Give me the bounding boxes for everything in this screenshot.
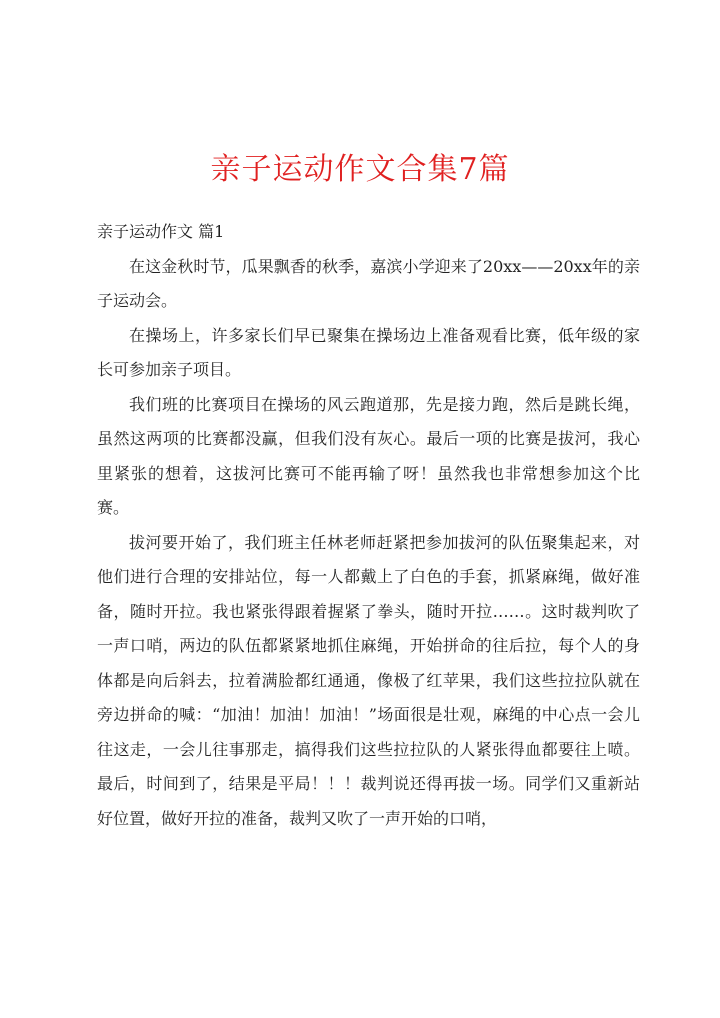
paragraph-4: 拔河要开始了，我们班主任林老师赶紧把参加拔河的队伍聚集起来，对他们进行合理的安排站位，每一人都戴上了白色的手套，抓紧麻绳，做好准备，随时开拉。我也紧张得跟着握紧了拳头，随时开拉……。这时裁判吹了一声口哨，两边的队伍都紧紧地抓住麻绳，开始拼命的往后拉，每个人的身体都是向后斜去，拉着满脸都红通通，像极了红苹果，我们这些拉拉队就在旁边拼命的喊：“加油！加油！加油！”场面很是壮观，麻绳的中心点一会儿往这走，一会儿往事那走，搞得我们这些拉拉队的人紧张得血都要往上喷。最后，时间到了，结果是平局！！！裁判说还得再拔一场。同学们又重新站好位置，做好开拉的准备，裁判又吹了一声开始的口哨，: [97, 532, 640, 828]
section-heading: 亲子运动作文 篇1: [97, 222, 225, 241]
paragraph-3: 我们班的比赛项目在操场的风云跑道那，先是接力跑，然后是跳长绳，虽然这两项的比赛都没赢，但我们没有灰心。最后一项的比赛是拔河，我心里紧张的想着，这拔河比赛可不能再输了呀！虽然我也非常想参加这个比赛。: [97, 394, 640, 517]
document-body: [97, 215, 640, 836]
paragraph-2: 在操场上，许多家长们早已聚集在操场边上准备观看比赛，低年级的家长可参加亲子项目。: [97, 325, 640, 379]
document-title: 亲子运动作文合集7篇: [210, 152, 510, 187]
paragraph-1: 在这金秋时节，瓜果飘香的秋季，嘉滨小学迎来了20xx——20xx年的亲子运动会。: [97, 256, 640, 310]
